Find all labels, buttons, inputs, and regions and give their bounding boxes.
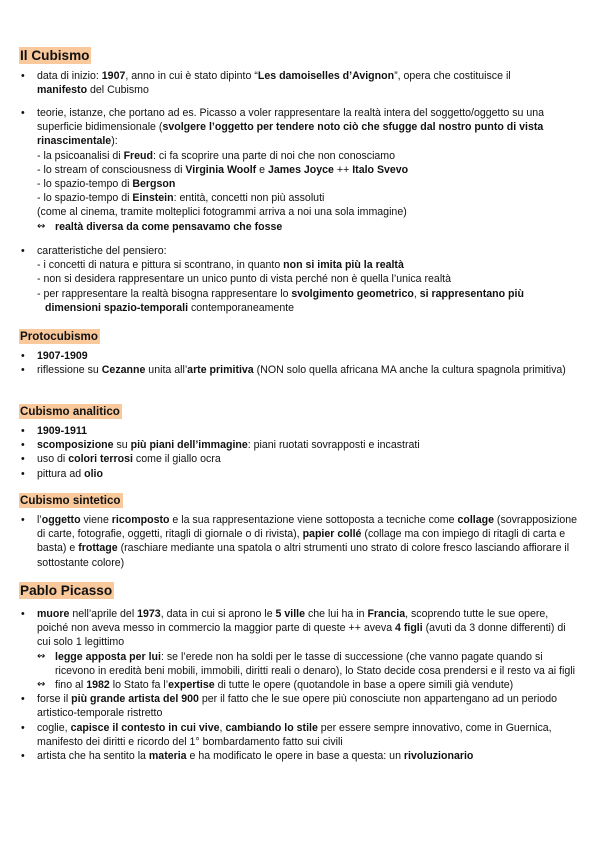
text-run: 1973: [137, 608, 161, 620]
text-run: collage: [457, 514, 494, 526]
list-item: [19, 69, 579, 97]
text-run: manifesto: [37, 84, 88, 97]
text-run: Bergson: [132, 178, 176, 191]
text-run: ”, opera che costituisce il: [394, 70, 511, 82]
list-item: [19, 244, 579, 315]
text-run: arte primitiva: [187, 364, 254, 377]
text-run: ++: [333, 163, 353, 176]
text-run: l’: [37, 514, 42, 526]
text-run: 1909-1911: [37, 425, 88, 437]
text-run: Freud: [123, 149, 153, 162]
text-run: lo Stato fa l’: [109, 679, 169, 692]
text-run: svolgimento geometrico: [291, 287, 414, 300]
analitico-list: [19, 424, 579, 481]
text-run: come il giallo ocra: [132, 453, 221, 466]
text-run: 5 ville: [275, 608, 305, 620]
text-run: expertise: [168, 679, 215, 692]
text-run: Cubismo analitico: [20, 405, 120, 418]
cubismo-list: [19, 69, 579, 97]
text-run: - la psicoanalisi di: [37, 149, 124, 162]
text-run: , data in cui si aprono le: [160, 608, 276, 620]
text-run: 1982: [86, 679, 110, 692]
text-run: ,: [413, 287, 420, 300]
text-run: e la sua rappresentazione viene sottoposta a tecniche come: [169, 514, 458, 526]
text-run: riflessione su: [37, 364, 102, 377]
text-run: uso di: [37, 453, 69, 466]
arrow-item: [37, 220, 579, 234]
text-run: : entità, concetti non più assoluti: [173, 192, 325, 205]
text-run: Protocubismo: [20, 330, 98, 343]
text-run: muore: [37, 608, 70, 620]
text-run: dimensioni spazio-temporali: [45, 301, 189, 314]
text-run: legge apposta per lui: [55, 650, 161, 663]
text-run: nell’aprile del: [69, 608, 138, 620]
text-run: , scoprendo tutte le sue opere, poiché non aveva messo in commercio la maggior parte di queste ++ aveva: [37, 608, 549, 635]
text-run: rivoluzionario: [403, 750, 474, 763]
text-run: ):: [111, 135, 118, 148]
text-run: (come al cinema, tramite molteplici fotogrammi arriva a noi una sola immagine): [37, 206, 407, 219]
list-item: [19, 721, 579, 749]
text-run: colori terrosi: [68, 453, 133, 466]
text-run: - lo spazio-tempo di: [37, 192, 133, 205]
text-run: svolgere l’oggetto per tendere noto ciò che sfugge dal nostro punto di vista rinascimentale: [37, 121, 544, 148]
text-run: 1907-1909: [37, 350, 88, 362]
heading-protocubismo: [19, 329, 100, 344]
list-item: [19, 513, 579, 570]
text-run: capisce il contesto in cui vive: [70, 721, 220, 734]
text-run: unita all’: [145, 364, 188, 377]
text-run: si rappresentano più: [419, 287, 524, 300]
text-run: del Cubismo: [87, 84, 149, 97]
text-run: (collage ma con impiego di ritagli di carta e basta) e: [37, 528, 566, 555]
text-run: - i concetti di natura e pittura si scontrano, in quanto: [37, 259, 284, 272]
arrow-icon: ↭: [37, 220, 46, 232]
text-run: Cezanne: [101, 364, 146, 377]
text-run: fino al: [55, 679, 87, 692]
text-run: (sovrapposizione di carte, fotografie, oggetti, ritagli di giornale o di rivista),: [37, 514, 577, 541]
heading-text: Il Cubismo: [20, 48, 90, 63]
text-run: Francia: [367, 608, 406, 620]
list-item: [19, 349, 579, 363]
text-run: non si imita più la realtà: [283, 259, 404, 272]
text-run: su: [113, 439, 131, 452]
list-item: [19, 438, 579, 452]
text-run: scomposizione: [37, 439, 114, 452]
arrow-icon: ↭: [37, 650, 46, 662]
text-run: Les damoiselles d’Avignon: [257, 70, 395, 82]
text-run: olio: [84, 467, 103, 480]
text-run: : piani ruotati sovrapposti e incastrati: [247, 439, 420, 452]
text-run: - per rappresentare la realtà bisogna rappresentare lo: [37, 287, 292, 300]
text-run: 4 figli: [395, 622, 423, 635]
text-run: pittura ad: [37, 467, 85, 480]
list-item: [19, 607, 579, 692]
text-run: artista che ha sentito la: [37, 750, 149, 763]
heading-cubismo-sintetico: [19, 493, 123, 508]
text-run: caratteristiche del pensiero:: [37, 245, 167, 257]
sintetico-list: [19, 513, 579, 570]
text-run: data di inizio:: [37, 70, 102, 82]
text-run: (NON solo quella africana MA anche la cultura spagnola primitiva): [253, 364, 566, 377]
list-item: [19, 452, 579, 466]
text-run: più piani dell’immagine: [130, 439, 248, 452]
heading-cubismo-analitico: [19, 404, 122, 419]
text-run: Einstein: [132, 192, 174, 205]
text-run: di tutte le opere (quotandole in base a opere simili già vendute): [214, 679, 514, 692]
text-run: oggetto: [41, 514, 81, 526]
list-item: [19, 424, 579, 438]
arrow-icon: ↭: [37, 679, 46, 691]
text-run: ricomposto: [111, 514, 170, 526]
text-run: e ha modificato le opere in base a questa: un: [186, 750, 404, 763]
text-run: e: [256, 163, 268, 176]
text-run: James Joyce: [267, 163, 334, 176]
list-item: [19, 363, 579, 377]
text-run: forse il: [37, 693, 72, 706]
text-run: - lo spazio-tempo di: [37, 178, 133, 191]
list-item: [19, 749, 579, 763]
text-run: frottage: [78, 542, 118, 555]
list-item: [19, 106, 579, 234]
text-run: realtà diversa da come pensavamo che fosse: [55, 220, 283, 233]
text-run: papier collé: [302, 528, 362, 541]
list-item: [19, 692, 579, 720]
text-run: : se l’erede non ha soldi per le tasse di successione (che vanno pagate quando si ricevono in eredità beni mobili, immobili, diritti reali o denaro), lo Stato decide cosa prendersi e il resto va ai figli: [55, 650, 575, 677]
proto-list: [19, 349, 579, 377]
cubismo-list-2: [19, 106, 579, 234]
text-run: viene: [80, 514, 112, 526]
text-run: teorie, istanze, che portano ad es. Picasso a voler rappresentare la realtà intera del soggetto/oggetto su una superficie bidimensionale (: [37, 107, 545, 134]
text-run: ,: [219, 721, 226, 734]
text-run: cambiando lo stile: [225, 721, 318, 734]
arrow-item: [37, 650, 579, 678]
text-run: Cubismo sintetico: [20, 494, 121, 507]
picasso-list: [19, 607, 579, 763]
text-run: per essere sempre innovativo, come in Guernica, manifesto dei diritti e ricordo del 1° bombardamento fatto sui civili: [37, 721, 552, 748]
text-run: , anno in cui è stato dipinto “: [125, 70, 258, 82]
text-run: Pablo Picasso: [20, 583, 113, 598]
text-run: (raschiare mediante una spatola o altri strumenti uno strato di colore fresco lasciando affiorare il sottostante colore): [37, 542, 570, 569]
text-run: materia: [148, 750, 187, 763]
text-run: più grande artista del 900: [71, 693, 199, 706]
cubismo-list-3: [19, 244, 579, 315]
text-run: contemporaneamente: [188, 301, 295, 314]
text-run: : ci fa scoprire una parte di noi che non conosciamo: [153, 149, 396, 162]
text-run: (avuti da 3 donne differenti) di cui solo 1 legittimo: [37, 622, 566, 649]
heading-pablo-picasso: [19, 582, 114, 599]
text-run: 1907: [101, 70, 126, 82]
text-run: che lui ha in: [305, 608, 368, 620]
heading-cubismo: [19, 47, 91, 64]
arrow-item: [37, 678, 579, 692]
text-run: coglie,: [37, 721, 71, 734]
text-run: Virginia Woolf: [185, 163, 257, 176]
text-run: Italo Svevo: [352, 163, 409, 176]
text-run: - lo stream of consciousness di: [37, 163, 186, 176]
text-run: per il fatto che le sue opere più conosciute non appartengano ad un periodo artistico-temporale ristretto: [37, 693, 558, 720]
text-run: - non si desidera rappresentare un unico punto di vista perché non è quella l’unica realtà: [37, 273, 452, 286]
list-item: [19, 467, 579, 481]
